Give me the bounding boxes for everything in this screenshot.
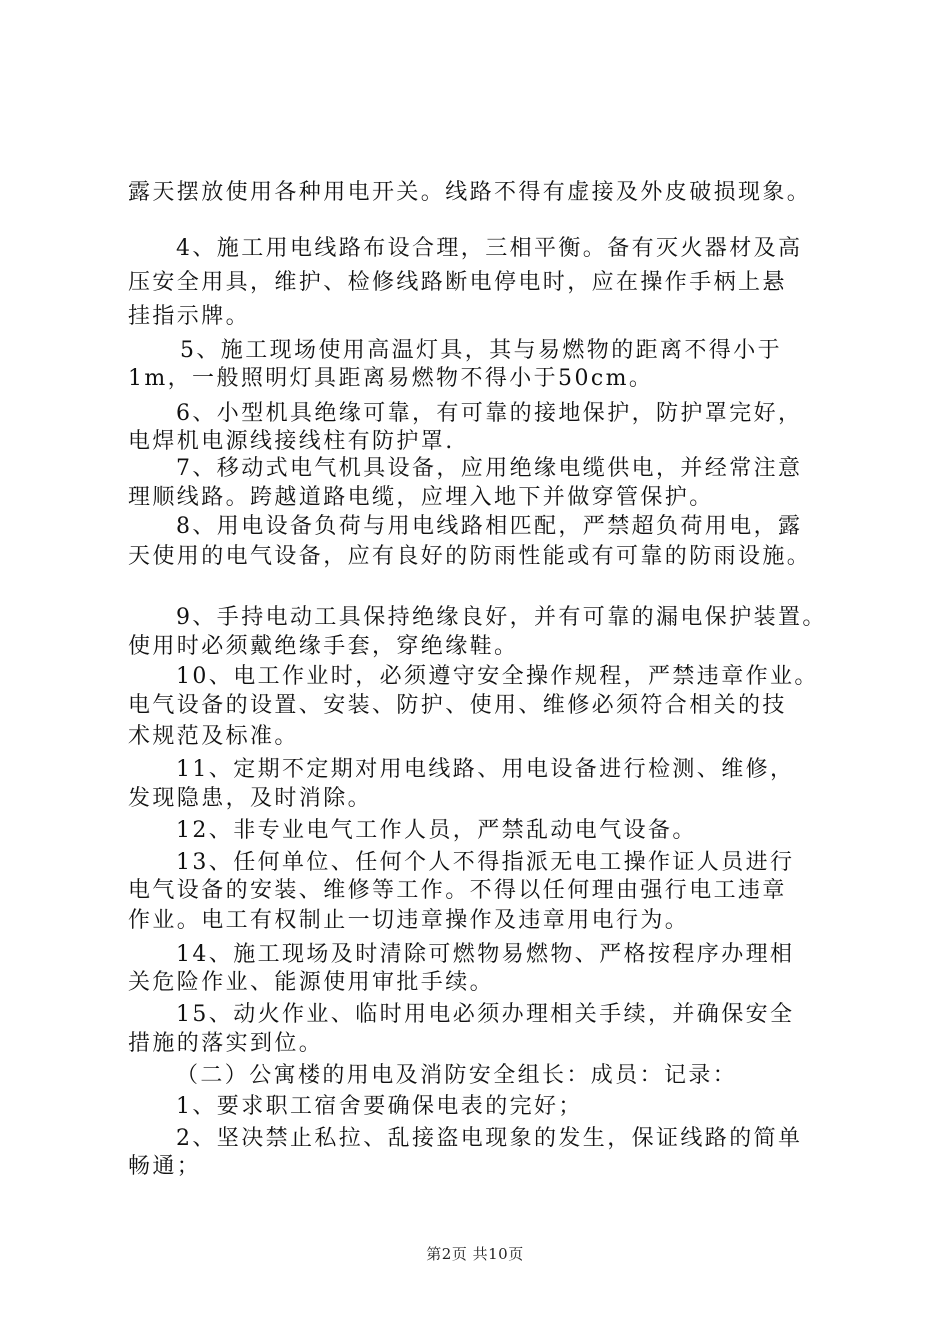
text-line: 关危险作业、能源使用审批手续。 bbox=[128, 970, 495, 995]
text-line: 12、非专业电气工作人员，严禁乱动电气设备。 bbox=[176, 818, 697, 843]
text-line: 露天摆放使用各种用电开关。线路不得有虚接及外皮破损现象。 bbox=[128, 180, 812, 205]
text-line: 畅通； bbox=[128, 1154, 202, 1179]
text-line: 4、施工用电线路布设合理，三相平衡。备有灭火器材及高 bbox=[176, 236, 803, 261]
text-line: 8、用电设备负荷与用电线路相匹配，严禁超负荷用电，露 bbox=[176, 514, 803, 539]
text-line: 2、坚决禁止私拉、乱接盗电现象的发生，保证线路的简单 bbox=[176, 1126, 803, 1151]
text-line: 14、施工现场及时清除可燃物易燃物、严格按程序办理相 bbox=[176, 942, 795, 967]
text-line: 术规范及标准。 bbox=[128, 724, 299, 749]
text-line: 压安全用具，维护、检修线路断电停电时，应在操作手柄上悬 bbox=[128, 270, 787, 295]
text-line: 13、任何单位、任何个人不得指派无电工操作证人员进行 bbox=[176, 850, 795, 875]
text-line: 10、电工作业时，必须遵守安全操作规程，严禁违章作业。 bbox=[176, 664, 819, 689]
text-line: 11、定期不定期对用电线路、用电设备进行检测、维修， bbox=[176, 757, 795, 782]
page-number-footer: 第2页 共10页 bbox=[426, 1245, 524, 1263]
text-line: 15、动火作业、临时用电必须办理相关手续，并确保安全 bbox=[176, 1002, 795, 1027]
text-line: 5、施工现场使用高温灯具，其与易燃物的距离不得小于 bbox=[180, 338, 782, 363]
text-line: 电气设备的安装、维修等工作。不得以任何理由强行电工违章 bbox=[128, 878, 787, 903]
text-line: 9、手持电动工具保持绝缘良好，并有可靠的漏电保护装置。 bbox=[176, 605, 827, 630]
section-heading: （二）公寓楼的用电及消防安全组长：成员：记录： bbox=[176, 1063, 738, 1088]
text-line: 理顺线路。跨越道路电缆，应埋入地下并做穿管保护。 bbox=[128, 485, 714, 510]
text-line: 使用时必须戴绝缘手套，穿绝缘鞋。 bbox=[128, 634, 519, 659]
text-line: 挂指示牌。 bbox=[128, 304, 251, 329]
text-line: 作业。电工有权制止一切违章操作及违章用电行为。 bbox=[128, 908, 690, 933]
text-line: 电气设备的设置、安装、防护、使用、维修必须符合相关的技 bbox=[128, 693, 787, 718]
text-line: 发现隐患，及时消除。 bbox=[128, 786, 373, 811]
text-line: 6、小型机具绝缘可靠，有可靠的接地保护，防护罩完好， bbox=[176, 401, 803, 426]
text-line: 措施的落实到位。 bbox=[128, 1031, 324, 1056]
text-line: 电焊机电源线接线柱有防护罩. bbox=[128, 429, 455, 454]
text-line: 1、要求职工宿舍要确保电表的完好； bbox=[176, 1094, 583, 1119]
text-line: 1m，一般照明灯具距离易燃物不得小于50cm。 bbox=[128, 366, 654, 391]
text-line: 7、移动式电气机具设备，应用绝缘电缆供电，并经常注意 bbox=[176, 456, 803, 481]
text-line: 天使用的电气设备，应有良好的防雨性能或有可靠的防雨设施。 bbox=[128, 544, 812, 569]
